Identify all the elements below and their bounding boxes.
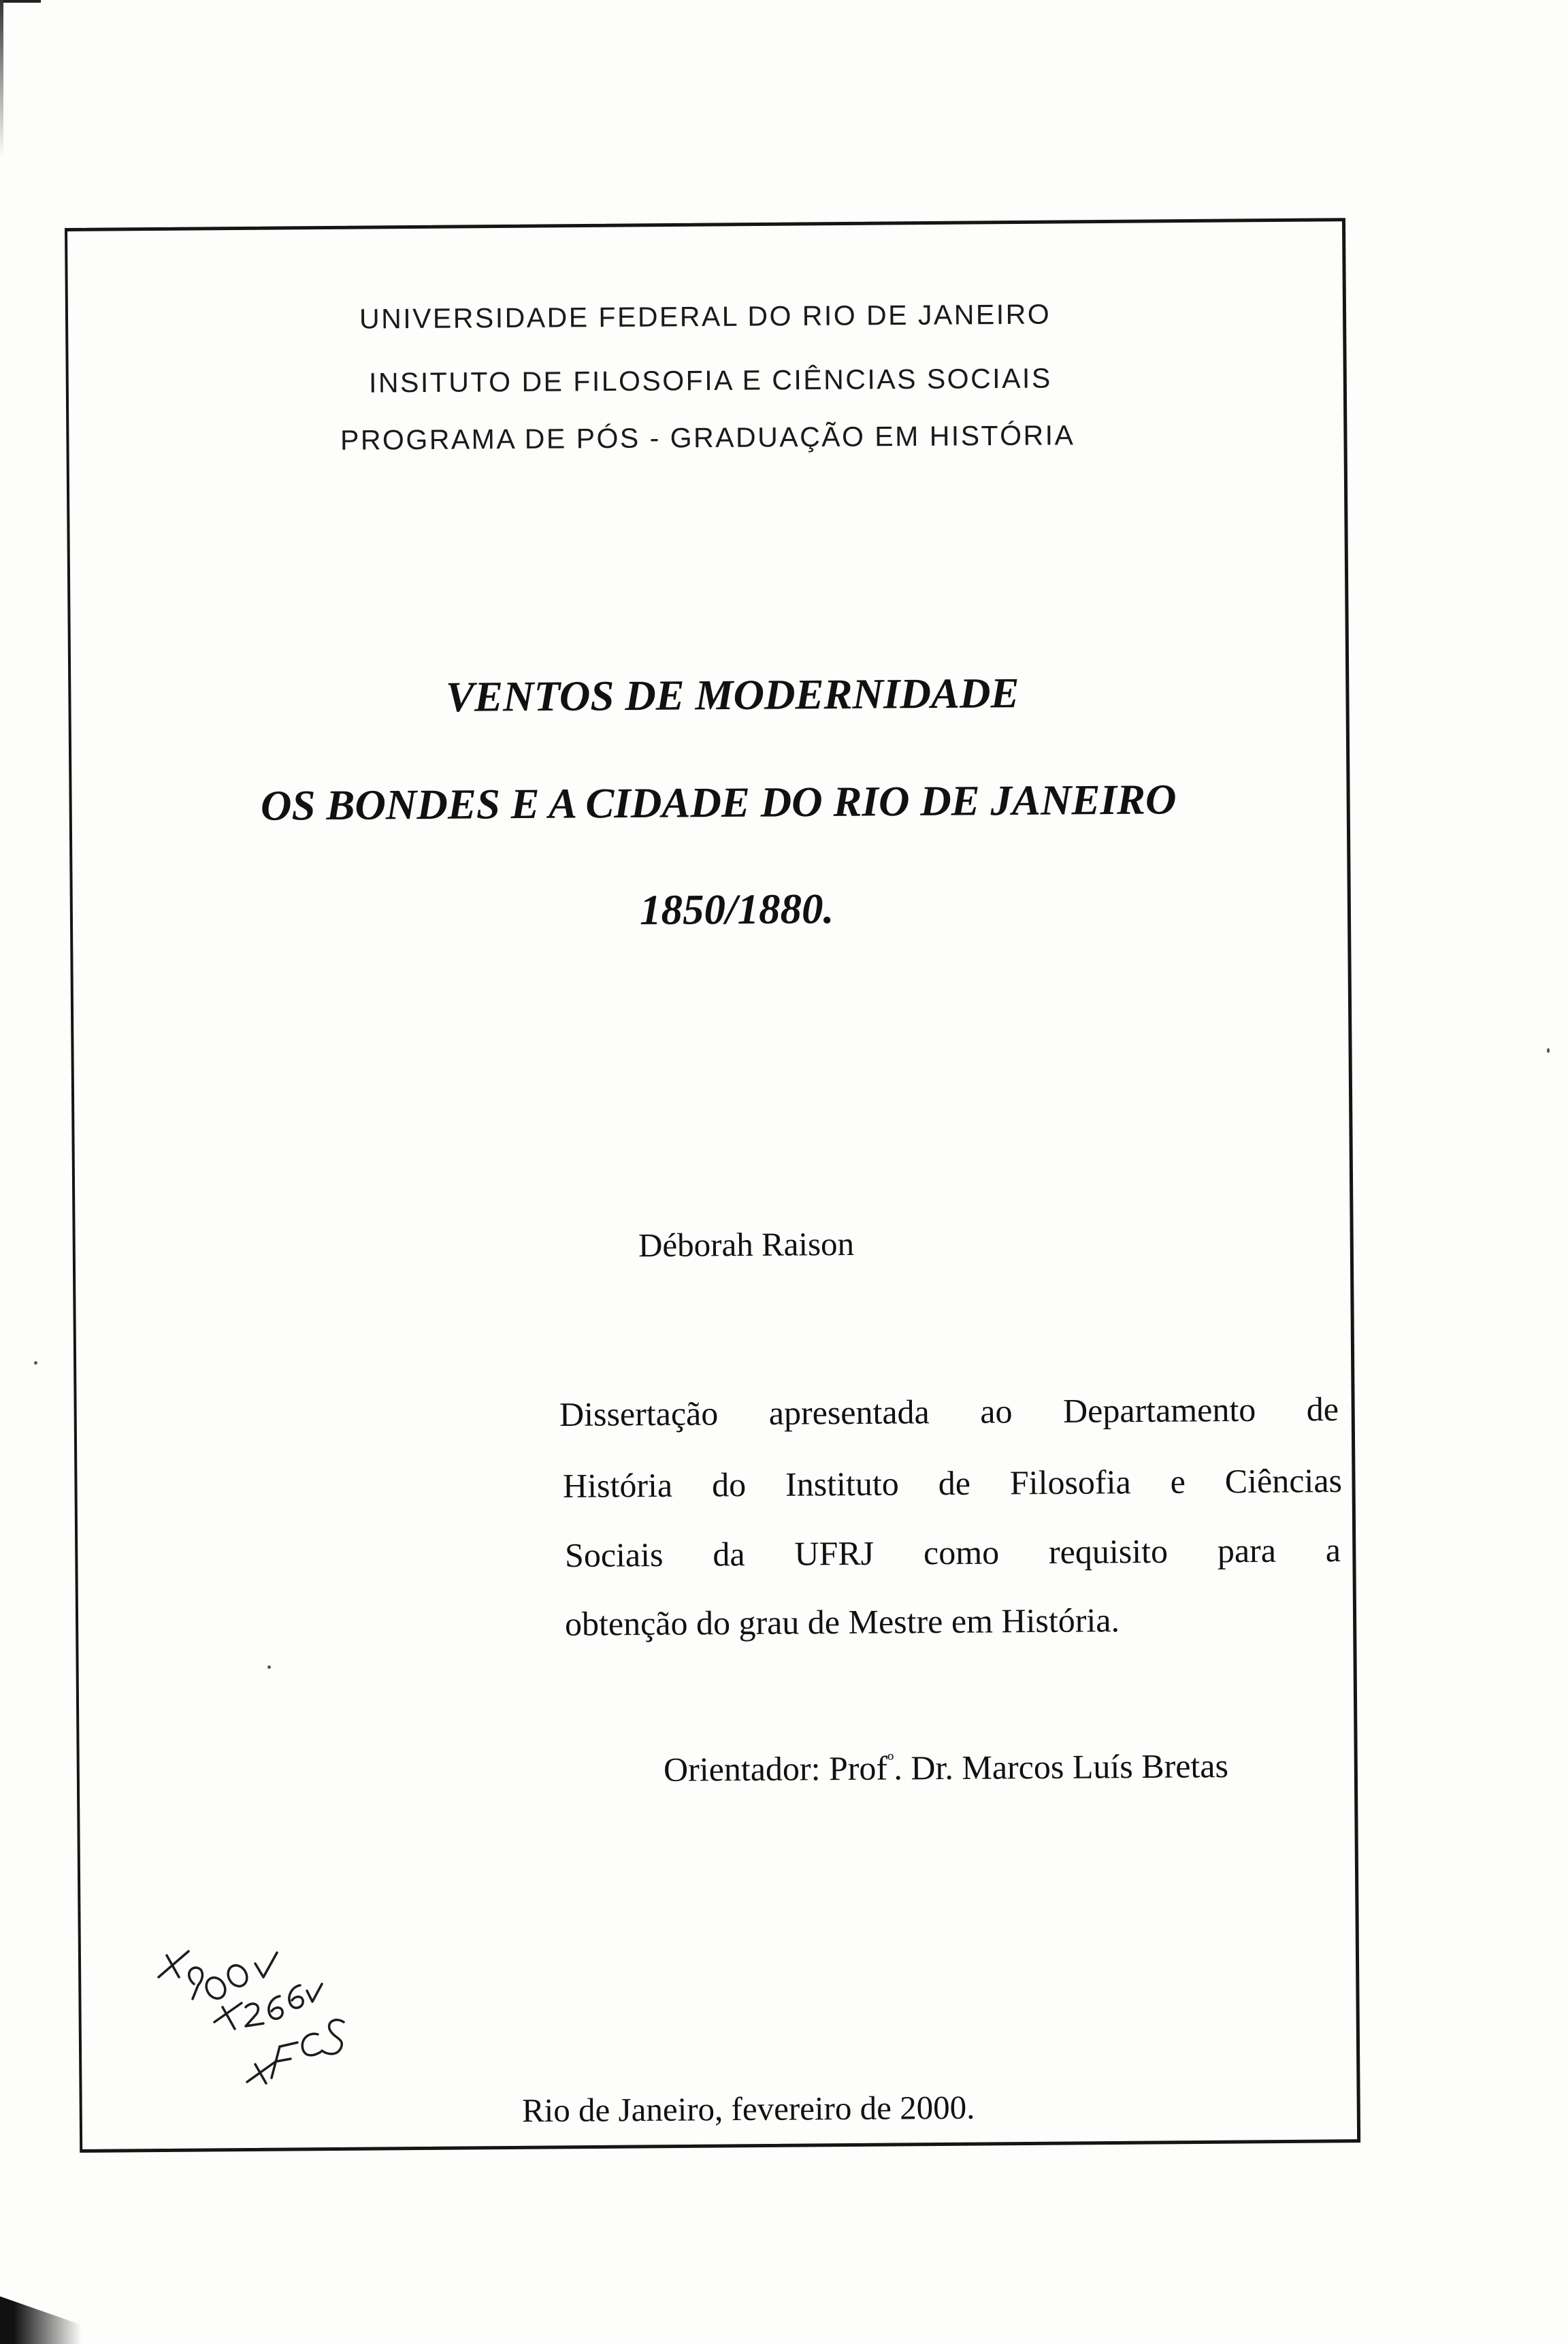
- advisor-title-superscript: º: [887, 1749, 894, 1772]
- dissertation-statement-line-4: obtenção do grau de Mestre em História.: [564, 1601, 1120, 1643]
- dissertation-title: VENTOS DE MODERNIDADE: [445, 669, 1019, 721]
- scan-speck: [1547, 1048, 1550, 1053]
- author-name: Déborah Raison: [638, 1224, 855, 1265]
- program-name: PROGRAMA DE PÓS - GRADUAÇÃO EM HISTÓRIA: [340, 419, 1075, 456]
- dissertation-statement-line-1: Dissertação apresentada ao Departamento de: [559, 1390, 1339, 1433]
- scan-edge-bottom: [0, 2296, 82, 2344]
- scan-speck: [34, 1361, 37, 1365]
- advisor-name: . Dr. Marcos Luís Bretas: [894, 1746, 1229, 1787]
- advisor-line: [664, 1746, 1228, 1789]
- scan-edge-left: [0, 0, 3, 157]
- title-page-frame: [65, 218, 1360, 2153]
- dissertation-subtitle: OS BONDES E A CIDADE DO RIO DE JANEIRO: [260, 775, 1177, 830]
- dissertation-statement-line-2: História do Instituto de Filosofia e Ciências: [562, 1461, 1343, 1505]
- place-and-date: Rio de Janeiro, fevereiro de 2000.: [521, 2088, 975, 2130]
- dissertation-period: 1850/1880.: [639, 885, 834, 934]
- institute-name: INSITUTO DE FILOSOFIA E CIÊNCIAS SOCIAIS: [368, 362, 1052, 399]
- university-name: UNIVERSIDADE FEDERAL DO RIO DE JANEIRO: [359, 298, 1051, 335]
- advisor-label: Orientador: Prof: [663, 1748, 888, 1789]
- handwritten-call-number: [146, 1936, 371, 2113]
- dissertation-statement-line-3: Sociais da UFRJ como requisito para a: [564, 1531, 1341, 1574]
- scan-edge-top: [0, 0, 41, 3]
